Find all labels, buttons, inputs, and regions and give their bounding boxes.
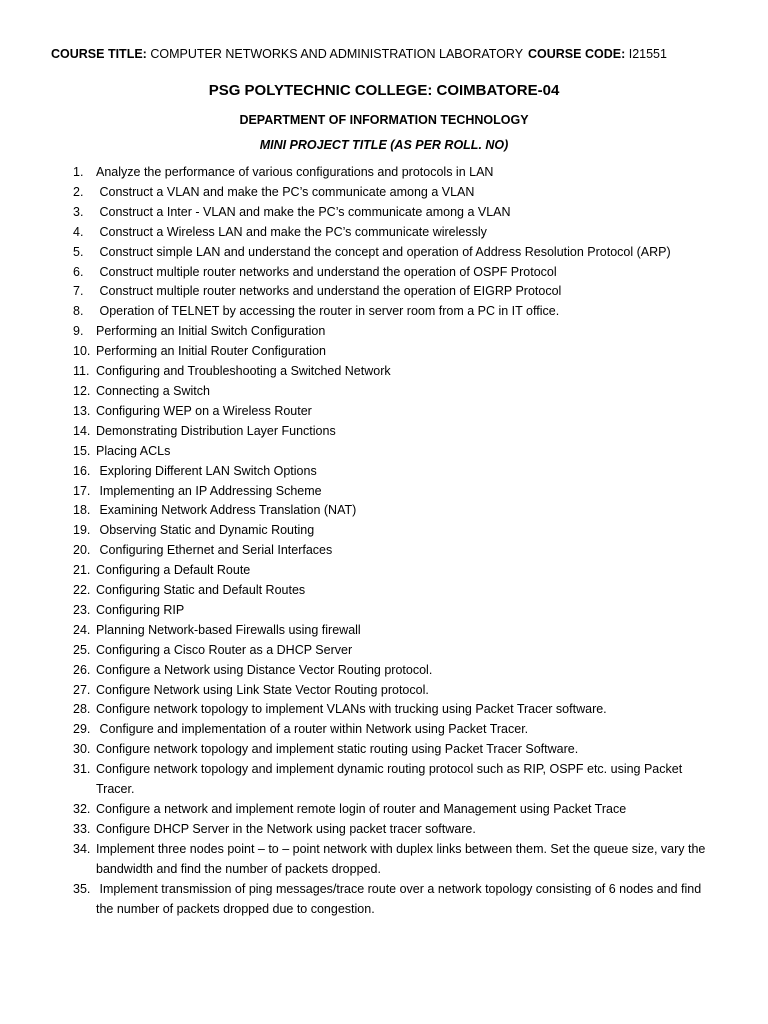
course-code-label: COURSE CODE: [528, 47, 626, 61]
list-item-text: Configuring WEP on a Wireless Router [96, 403, 312, 418]
course-code-value: I21551 [628, 47, 667, 61]
list-item-text: Configure a Network using Distance Vector Routing protocol. [96, 662, 433, 677]
list-item-number: 16. [73, 463, 91, 478]
list-item [0, 422, 706, 442]
list-item-number: 17. [73, 483, 91, 498]
list-item-number: 21. [73, 563, 91, 578]
list-item [0, 760, 706, 800]
list-item [0, 382, 706, 402]
list-item [0, 720, 706, 740]
list-item [0, 203, 706, 223]
department-heading: DEPARTMENT OF INFORMATION TECHNOLOGY [239, 113, 529, 127]
list-item [0, 163, 706, 183]
list-item-text: Placing ACLs [96, 443, 171, 458]
list-item [0, 223, 706, 243]
list-item-number: 6. [73, 264, 84, 279]
list-item-text: Configuring a Default Route [96, 563, 251, 578]
list-item [0, 601, 706, 621]
list-item [0, 641, 706, 661]
list-item-text: Exploring Different LAN Switch Options [96, 463, 317, 478]
course-title-value: COMPUTER NETWORKS AND ADMINISTRATION LABORATORY [150, 47, 524, 61]
list-item-text: Configure a network and implement remote login of router and Management using Packet Trace [96, 802, 627, 816]
list-item-text: Configuring RIP [96, 602, 185, 617]
list-item-number: 25. [73, 642, 91, 657]
list-item-text: Configure Network using Link State Vector Routing protocol. [96, 682, 429, 697]
list-item-number: 12. [73, 383, 91, 398]
list-item-text: Configure and implementation of a router within Network using Packet Tracer. [96, 722, 529, 737]
list-item [0, 820, 706, 840]
list-item-number: 1. [73, 165, 84, 179]
list-item [0, 183, 706, 203]
list-item [0, 681, 706, 701]
list-item-number: 7. [73, 284, 84, 299]
list-item [0, 342, 706, 362]
list-item-number: 24. [73, 622, 91, 637]
list-item-text: Configure network topology and implement dynamic routing protocol such as RIP, OSPF etc. using Packet Tracer. [96, 762, 683, 797]
list-item-number: 14. [73, 423, 91, 438]
list-item [0, 521, 706, 541]
list-item-text: Planning Network-based Firewalls using firewall [96, 622, 361, 637]
course-title [51, 47, 523, 61]
list-item-text: Construct a VLAN and make the PC’s communicate among a VLAN [96, 184, 475, 199]
list-item-number: 15. [73, 443, 91, 458]
list-item [0, 800, 706, 820]
list-item-text: Connecting a Switch [96, 383, 210, 398]
mini-project-heading: MINI PROJECT TITLE (AS PER ROLL. NO) [259, 138, 509, 152]
list-item-number: 2. [73, 184, 84, 199]
list-item-number: 5. [73, 244, 84, 259]
list-item [0, 402, 706, 422]
list-item-number: 8. [73, 304, 84, 319]
list-item-text: Configuring and Troubleshooting a Switched Network [96, 364, 391, 379]
list-item-number: 28. [73, 702, 91, 717]
list-item-text: Examining Network Address Translation (NAT) [96, 503, 357, 518]
list-item-number: 18. [73, 503, 91, 518]
list-item-text: Implement transmission of ping messages/trace route over a network topology consisting of 6 nodes and find the number of packets dropped due to congestion. [96, 881, 702, 916]
list-item-number: 10. [73, 344, 91, 359]
list-item-number: 30. [73, 742, 91, 757]
list-item-text: Construct multiple router networks and understand the operation of EIGRP Protocol [96, 284, 562, 299]
list-item-text: Configure network topology to implement VLANs with trucking using Packet Tracer software. [96, 702, 607, 717]
list-item [0, 282, 706, 302]
list-item-number: 4. [73, 224, 84, 239]
list-item-text: Construct multiple router networks and understand the operation of OSPF Protocol [96, 264, 557, 279]
list-item [0, 482, 706, 502]
list-item-text: Analyze the performance of various configurations and protocols in LAN [96, 165, 494, 179]
list-item-number: 9. [73, 324, 84, 339]
list-item-text: Observing Static and Dynamic Routing [96, 523, 315, 538]
list-item [0, 302, 706, 322]
list-item-text: Configure DHCP Server in the Network using packet tracer software. [96, 821, 476, 836]
list-item-text: Configuring Ethernet and Serial Interfaces [96, 543, 333, 558]
list-item-text: Construct a Inter - VLAN and make the PC’s communicate among a VLAN [96, 204, 511, 219]
list-item [0, 462, 706, 482]
college-heading: PSG POLYTECHNIC COLLEGE: COIMBATORE-04 [208, 82, 560, 99]
list-item [0, 840, 706, 880]
list-item [0, 501, 706, 521]
list-item [0, 581, 706, 601]
project-list [0, 163, 706, 919]
list-item-number: 32. [73, 802, 91, 816]
list-item-number: 3. [73, 204, 84, 219]
list-item-text: Configure network topology and implement static routing using Packet Tracer Software. [96, 742, 579, 757]
list-item-number: 35. [73, 881, 91, 896]
list-item-text: Operation of TELNET by accessing the router in server room from a PC in IT office. [96, 304, 560, 319]
list-item [0, 322, 706, 342]
list-item-number: 23. [73, 602, 91, 617]
list-item-text: Implementing an IP Addressing Scheme [96, 483, 322, 498]
list-item [0, 541, 706, 561]
list-item-text: Construct simple LAN and understand the concept and operation of Address Resolution Protocol (ARP) [96, 244, 671, 259]
list-item-number: 31. [73, 762, 91, 777]
list-item-text: Construct a Wireless LAN and make the PC’s communicate wirelessly [96, 224, 487, 239]
list-item-text: Demonstrating Distribution Layer Functions [96, 423, 336, 438]
list-item-text: Configuring Static and Default Routes [96, 583, 306, 598]
list-item-text: Configuring a Cisco Router as a DHCP Server [96, 642, 353, 657]
list-item [0, 561, 706, 581]
list-item [0, 661, 706, 681]
list-item [0, 243, 706, 263]
list-item-number: 27. [73, 682, 91, 697]
list-item-number: 13. [73, 403, 91, 418]
list-item-text: Performing an Initial Switch Configuration [96, 324, 326, 339]
list-item-text: Performing an Initial Router Configuration [96, 344, 326, 359]
list-item-number: 29. [73, 722, 91, 737]
list-item-number: 34. [73, 841, 91, 856]
course-title-label: COURSE TITLE: [51, 47, 147, 61]
list-item-number: 33. [73, 821, 91, 836]
list-item-text: Implement three nodes point – to – point network with duplex links between them. Set the queue size, vary the bandwidth and find the number of packets dropped. [96, 841, 706, 876]
list-item [0, 621, 706, 641]
list-item [0, 700, 706, 720]
list-item-number: 11. [73, 364, 90, 379]
list-item-number: 22. [73, 583, 91, 598]
list-item-number: 20. [73, 543, 91, 558]
list-item [0, 263, 706, 283]
list-item-number: 19. [73, 523, 91, 538]
list-item [0, 880, 706, 920]
list-item [0, 740, 706, 760]
list-item [0, 362, 706, 382]
list-item-number: 26. [73, 662, 91, 677]
list-item [0, 442, 706, 462]
course-code [528, 47, 667, 61]
